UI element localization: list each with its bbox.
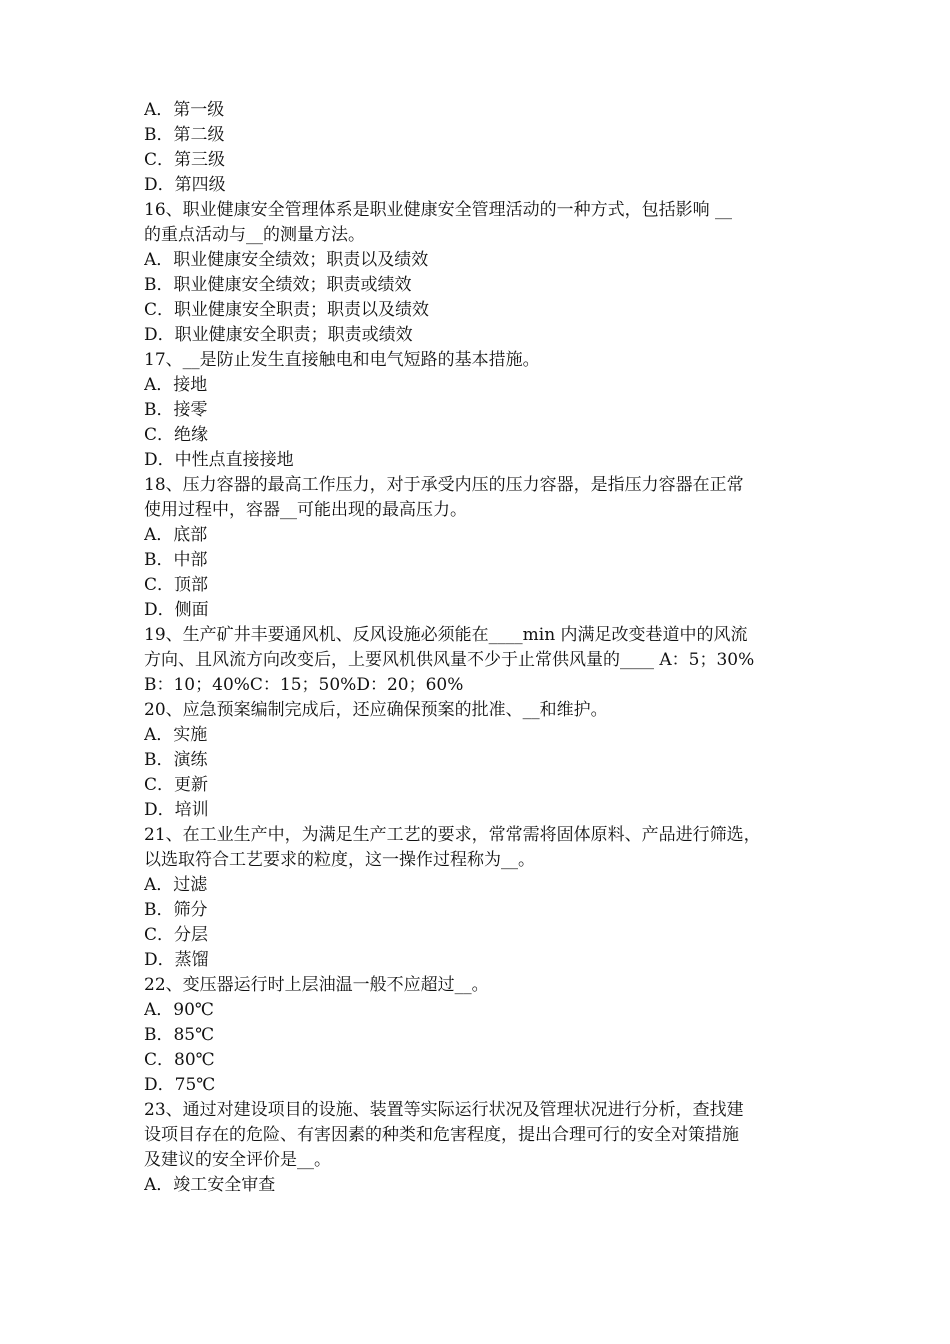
option-line: B．85℃ (144, 1025, 215, 1045)
option-line: A．过滤 (144, 875, 208, 895)
question-16-text: 16、职业健康安全管理体系是职业健康安全管理活动的一种方式，包括影响 __ (144, 200, 733, 220)
option-line: A．第一级 (144, 100, 225, 120)
option-line: D．职业健康安全职责；职责或绩效 (144, 325, 413, 345)
option-line: D．75℃ (144, 1075, 216, 1095)
option-line: B．筛分 (144, 900, 208, 920)
option-line: D．培训 (144, 800, 209, 820)
question-21-text: 以选取符合工艺要求的粒度，这一操作过程称为__。 (144, 850, 535, 870)
option-line: C．绝缘 (144, 425, 209, 445)
option-line: C．更新 (144, 775, 209, 795)
question-23-text: 及建议的安全评价是__。 (144, 1150, 331, 1170)
option-line: B．演练 (144, 750, 208, 770)
question-18-text: 使用过程中，容器__可能出现的最高压力。 (144, 500, 467, 520)
question-16-text: 的重点活动与__的测量方法。 (144, 225, 365, 245)
option-line: A．接地 (144, 375, 208, 395)
option-line: C．职业健康安全职责；职责以及绩效 (144, 300, 430, 320)
option-line: D．蒸馏 (144, 950, 209, 970)
question-23-text: 23、通过对建设项目的设施、装置等实际运行状况及管理状况进行分析，查找建 (144, 1100, 744, 1120)
question-17-text: 17、__是防止发生直接触电和电气短路的基本措施。 (144, 350, 540, 370)
option-line: A．底部 (144, 525, 208, 545)
option-line: C．80℃ (144, 1050, 215, 1070)
option-line: C．顶部 (144, 575, 209, 595)
question-20-text: 20、应急预案编制完成后，还应确保预案的批准、__和维护。 (144, 700, 608, 720)
option-line: A．90℃ (144, 1000, 214, 1020)
question-19-text: 方向、且风流方向改变后，上要风机供风量不少于止常供风量的____ A：5；30% (144, 650, 755, 670)
option-line: D．中性点直接接地 (144, 450, 294, 470)
question-22-text: 22、变压器运行时上层油温一般不应超过__。 (144, 975, 489, 995)
option-line: C．第三级 (144, 150, 226, 170)
question-23-text: 设项目存在的危险、有害因素的种类和危害程度，提出合理可行的安全对策措施 (144, 1125, 739, 1145)
option-line: B．职业健康安全绩效；职责或绩效 (144, 275, 412, 295)
option-line: D．第四级 (144, 175, 226, 195)
option-line: D．侧面 (144, 600, 209, 620)
option-line: A．职业健康安全绩效；职责以及绩效 (144, 250, 429, 270)
document-page (144, 98, 812, 1198)
question-18-text: 18、压力容器的最高工作压力，对于承受内压的压力容器，是指压力容器在正常 (144, 475, 744, 495)
option-line: C．分层 (144, 925, 209, 945)
option-line: B．接零 (144, 400, 208, 420)
question-19-text: 19、生产矿井丰要通风机、反风设施必须能在____min 内满足改变巷道中的风流 (144, 625, 748, 645)
option-line: B．中部 (144, 550, 208, 570)
option-line: A．实施 (144, 725, 208, 745)
question-19-options: B：10；40%C：15；50%D：20；60% (144, 675, 464, 695)
option-line: B．第二级 (144, 125, 225, 145)
option-line: A．竣工安全审查 (144, 1175, 276, 1195)
question-21-text: 21、在工业生产中，为满足生产工艺的要求，常常需将固体原料、产品进行筛选， (144, 825, 761, 845)
